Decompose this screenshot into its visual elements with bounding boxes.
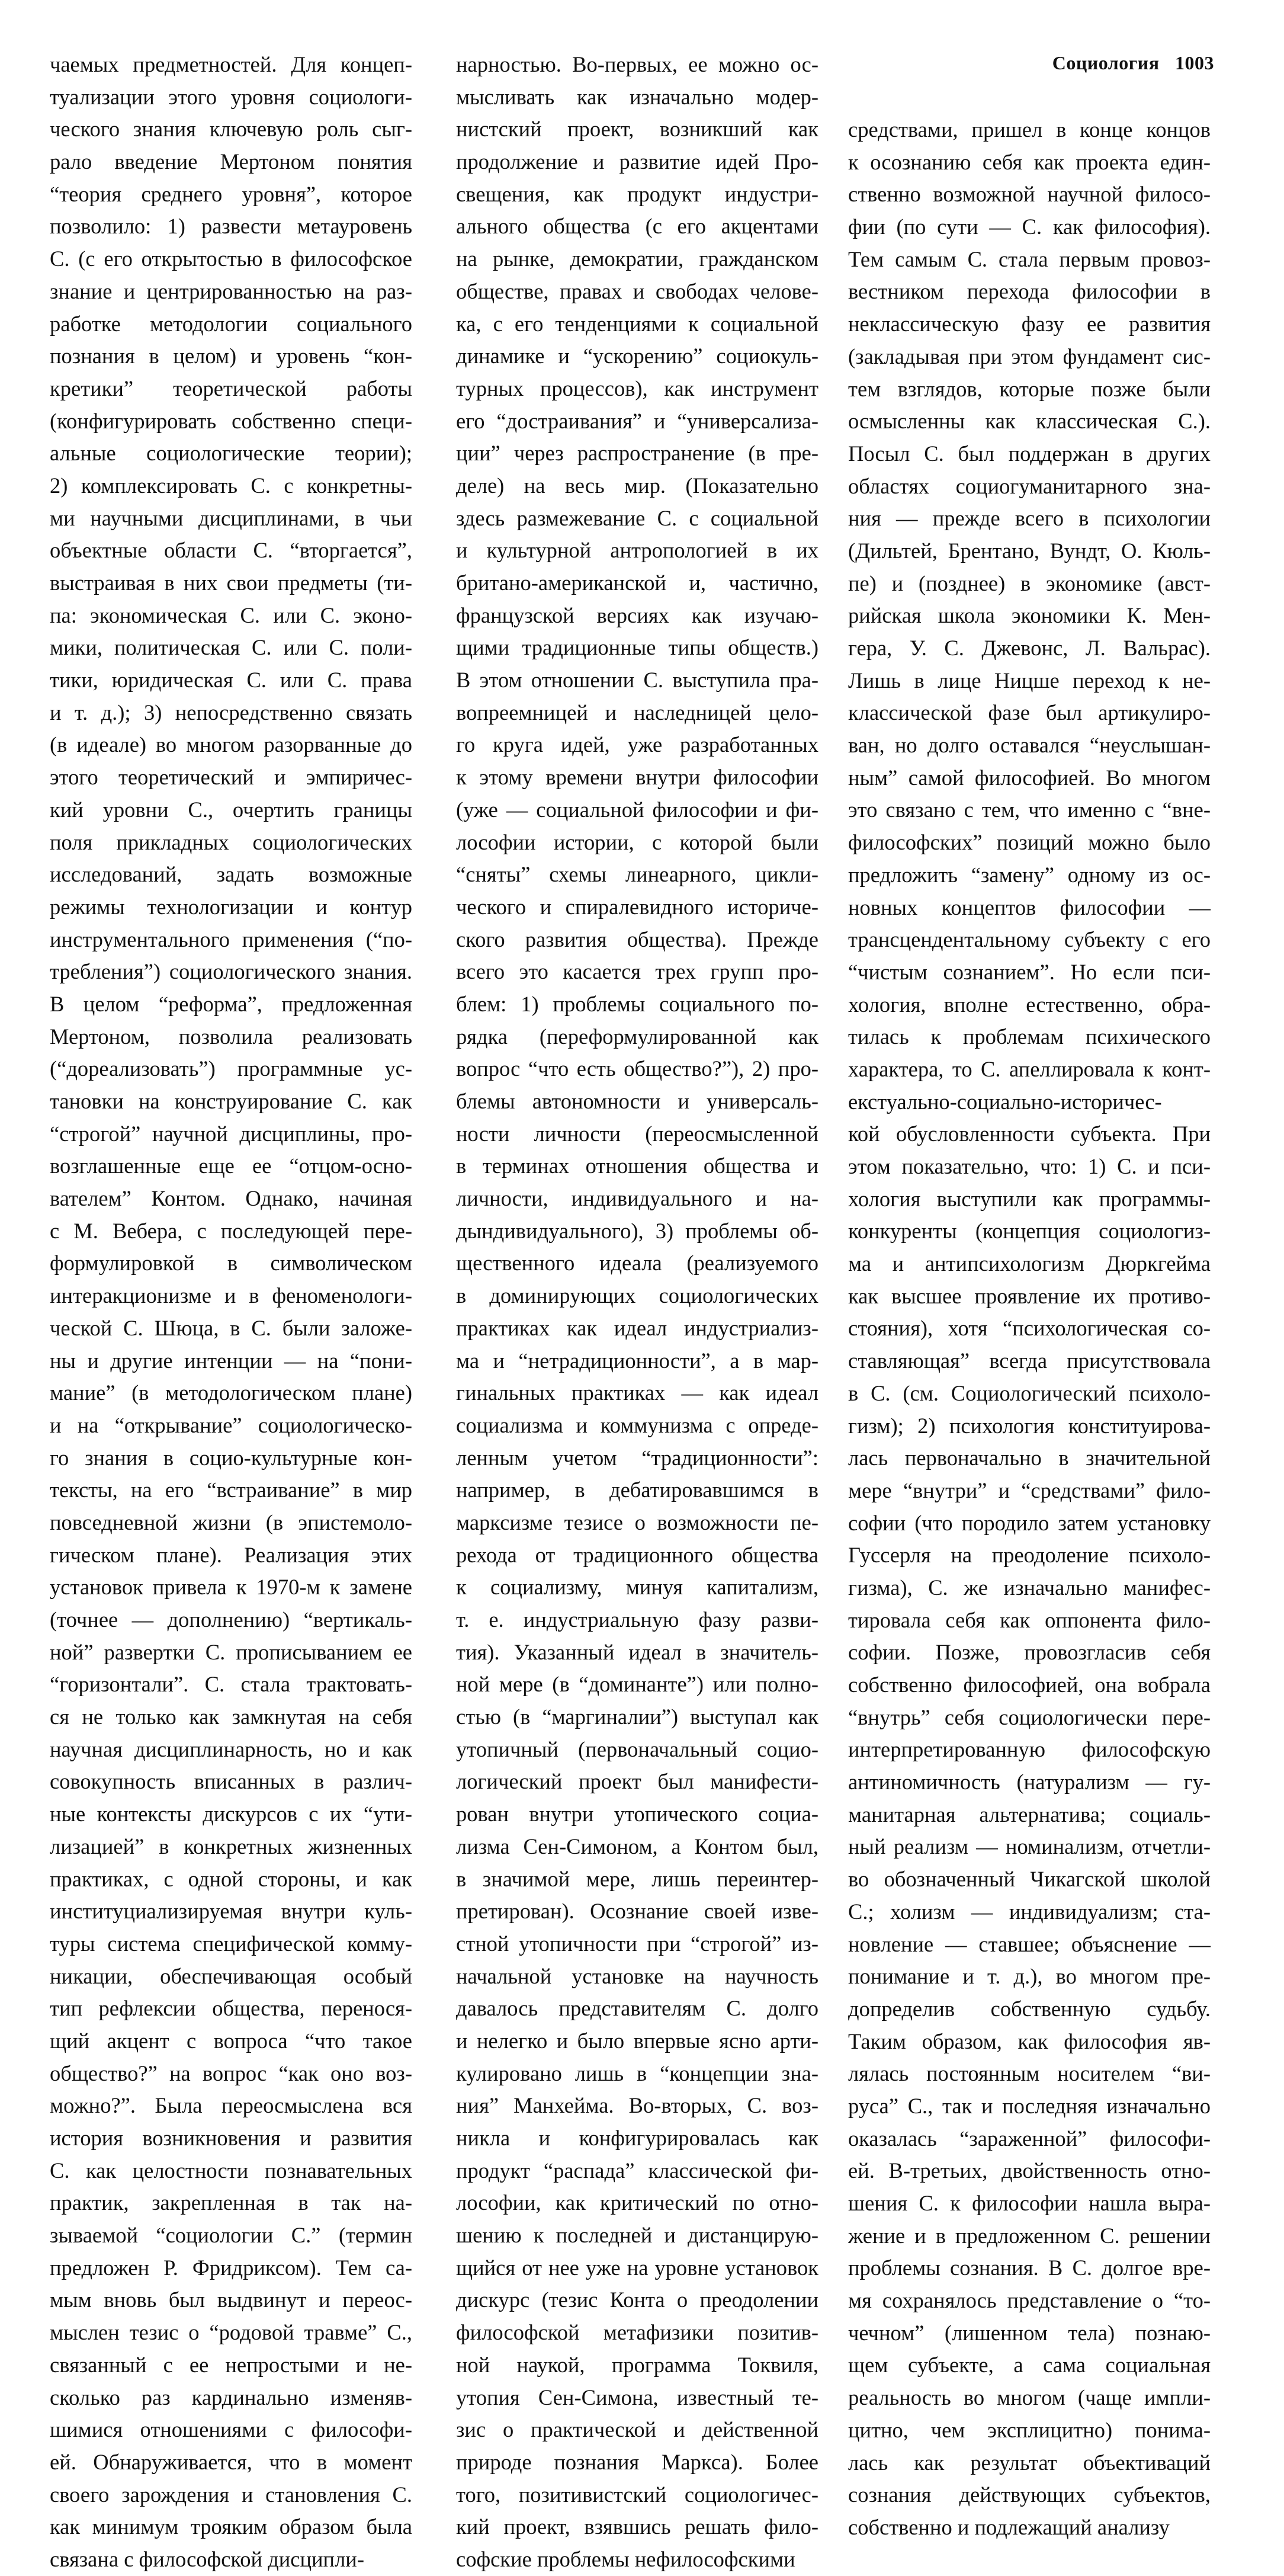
text-line: поля прикладных социологических [50,829,412,854]
text-line: т. е. индустриальную фазу разви- [456,1607,818,1632]
text-line: мики, политическая С. или С. поли- [50,635,412,660]
text-line: зываемой “социологии С.” (термин [50,2223,412,2248]
text-line: возглашенные еще ее “отцом-осно- [50,1154,412,1178]
text-line: гическом плане). Реализация этих [50,1542,412,1567]
text-line: познания в целом) и уровень “кон- [50,344,412,369]
text-line: Таким образом, как философия яв- [848,2029,1211,2053]
text-line: своего зарождения и становления С. [50,2482,412,2507]
text-line: “внутрь” себя социологически пере- [848,1704,1211,1729]
text-line: щем субъекте, а сама социальная [848,2353,1211,2378]
text-line: нистский проект, возникший как [456,117,818,142]
text-line: вопрос “что есть общество?”), 2) про- [456,1056,818,1081]
text-line: рийская школа экономики К. Мен- [848,603,1211,628]
text-line: мя сохранялось представление о “то- [848,2288,1211,2313]
text-line: “горизонтали”. С. стала трактовать- [50,1672,412,1697]
text-line: (Дильтей, Брентано, Вундт, О. Кюль- [848,538,1211,563]
text-line: ный реализм — номинализм, отчетли- [848,1834,1211,1859]
text-line: хология, вполне естественно, обра- [848,992,1211,1017]
text-line: (уже — социальной философии и фи- [456,797,818,822]
text-line: режимы технологизации и контур [50,894,412,919]
text-line: альные социологические теории); [50,441,412,466]
text-line: повседневной жизни (в эпистемоло- [50,1510,412,1534]
text-line: к осознанию себя как проекта един- [848,149,1211,174]
text-line: С. как целостности познавательных [50,2158,412,2183]
text-line: объектные области С. “вторгается”, [50,538,412,563]
text-line: лософии, как критический по отно- [456,2190,818,2215]
text-line: туры система специфической комму- [50,1931,412,1956]
text-line: британо-американской и, частично, [456,571,818,595]
page-number: 1003 [1175,52,1214,73]
text-line: средствами, пришел в конце концов [848,117,1211,142]
text-line: всего это касается трех групп про- [456,959,818,984]
text-line: институциализируемая внутри куль- [50,1899,412,1924]
text-line: тип рефлексии общества, перенося- [50,1996,412,2021]
text-line: требления”) социологического знания. [50,959,412,984]
text-line: зис о практической и действенной [456,2417,818,2442]
text-line: мание” (в методологическом плане) [50,1380,412,1405]
text-line: исследований, задать возможные [50,862,412,887]
text-line: новление — ставшее; объяснение — [848,1931,1211,1956]
text-line: гизма), С. же изначально манифес- [848,1575,1211,1600]
text-line: кий проект, взявшись решать фило- [456,2514,818,2539]
text-line: лялась постоянным носителем “ви- [848,2061,1211,2086]
text-line: кой обусловленности субъекта. При [848,1122,1211,1146]
text-line: характера, то С. апеллировала к конт- [848,1056,1211,1081]
text-line: (закладывая при этом фундамент сис- [848,344,1211,369]
text-line: щими традиционные типы обществ.) [456,635,818,660]
text-line: ния” Манхейма. Во-вторых, С. воз- [456,2093,818,2118]
text-line: ленным учетом “традиционности”: [456,1445,818,1470]
text-line: знание и центрированностью на раз- [50,278,412,303]
text-line: в доминирующих социологических [456,1283,818,1308]
text-line: социализма и коммунизма с опреде- [456,1412,818,1437]
text-line: антиномичность (натурализм — гу- [848,1770,1211,1795]
text-line: сколько раз кардинально изменяв- [50,2385,412,2410]
text-line: совокупность вписанных в различ- [50,1769,412,1794]
text-line: С.; холизм — индивидуализм; ста- [848,1899,1211,1924]
text-line: никации, обеспечивающая особый [50,1963,412,1988]
text-line: ма и антипсихологизм Дюркгейма [848,1251,1211,1276]
text-line: инструментального применения (“по- [50,927,412,951]
text-line: собственно философией, она вобрала [848,1673,1211,1697]
text-line: ной наукой, программа Токвиля, [456,2352,818,2377]
text-line: шению к последней и дистанцирую- [456,2223,818,2248]
text-line: областях социогуманитарного зна- [848,473,1211,498]
text-line: туализации этого уровня социологи- [50,84,412,109]
text-line: неклассическую фазу ее развития [848,312,1211,337]
text-line: гинальных практиках — как идеал [456,1380,818,1405]
text-line: “теория среднего уровня”, которое [50,181,412,206]
text-line: ны и другие интенции — на “пони- [50,1348,412,1373]
text-line: к этому времени внутри философии [456,765,818,790]
text-line: классической фазе был артикулиро- [848,700,1211,725]
text-line: софии (что породило затем установку [848,1510,1211,1535]
text-line: и нелегко и было впервые ясно арти- [456,2028,818,2053]
text-line: на рынке, демократии, гражданском [456,246,818,271]
text-line: формулировкой в символическом [50,1251,412,1276]
text-line: хология выступили как программы- [848,1186,1211,1211]
text-line: предложен Р. Фридриксом). Тем са- [50,2255,412,2280]
text-line: (в идеале) во многом разорванные до [50,732,412,757]
text-line: давалось представителям С. долго [456,1996,818,2021]
text-line: история возникновения и развития [50,2126,412,2150]
text-line: лась как результат объективаций [848,2450,1211,2475]
text-line: например, в дебатировавшимся в [456,1478,818,1502]
text-line: щий акцент с вопроса “что такое [50,2028,412,2053]
text-line: практик, закрепленная в так на- [50,2190,412,2215]
text-line: шимися отношениями с философи- [50,2417,412,2442]
text-line: научная дисциплинарность, но и как [50,1736,412,1761]
text-line: рехода от традиционного общества [456,1542,818,1567]
text-line: “строгой” научной дисциплины, про- [50,1121,412,1146]
text-line: рало введение Мертоном понятия [50,149,412,174]
text-column-1 [50,49,412,2576]
text-line: стью (в “маргиналии”) выступал как [456,1704,818,1729]
text-line: трансцендентальному субъекту с его [848,927,1211,952]
text-line: личности, индивидуального и на- [456,1186,818,1211]
text-line: мыслен тезис о “родовой травме” С., [50,2320,412,2345]
text-line: практиках, с одной стороны, и как [50,1866,412,1891]
text-line: свещения, как продукт индустри- [456,181,818,206]
text-line: блемы автономности и универсаль- [456,1089,818,1113]
text-line: динамике и “ускорению” социокуль- [456,344,818,369]
text-line: к социализму, минуя капитализм, [456,1575,818,1600]
text-line: в значимой мере, лишь переинтер- [456,1866,818,1891]
text-line: в С. (см. Социологический психоло- [848,1380,1211,1405]
text-line: претирован). Осознание своей изве- [456,1899,818,1924]
text-line: его “достраивания” и “универсализа- [456,408,818,433]
text-line: щийся от нее уже на уровне установок [456,2255,818,2280]
text-line: логический проект был манифести- [456,1769,818,1794]
text-line: екстуально-социально-историчес- [848,1089,1162,1114]
text-line: кретики” теоретической работы [50,376,412,401]
text-line: в терминах отношения общества и [456,1154,818,1178]
text-line: шения С. к философии нашла выра- [848,2191,1211,2215]
text-line: софии. Позже, провозгласив себя [848,1640,1211,1665]
text-line: ставляющая” всегда присутствовала [848,1348,1211,1373]
text-line: продолжение и развитие идей Про- [456,149,818,174]
text-line: па: экономическая С. или С. эконо- [50,603,412,627]
text-line: стной утопичности при “строгой” из- [456,1931,818,1956]
text-line: вателем” Контом. Однако, начиная [50,1186,412,1211]
text-line: Гуссерля на преодоление психоло- [848,1543,1211,1568]
text-line: фии (по сути — С. как философия). [848,214,1211,239]
text-line: “чистым сознанием”. Но если пси- [848,959,1211,984]
text-line: лась первоначально в значительной [848,1446,1211,1470]
text-line: вестником перехода философии в [848,279,1211,304]
text-line: жение и в предложенном С. решении [848,2223,1211,2248]
text-line: софские проблемы нефилософскими [456,2546,795,2571]
text-line: ся не только как замкнутая на себя [50,1704,412,1729]
text-line: и на “открывание” социологическо- [50,1412,412,1437]
text-line: тем взглядов, которые позже были [848,376,1211,401]
text-line: тия). Указанный идеал в значитель- [456,1639,818,1664]
text-line: природе познания Маркса). Более [456,2449,818,2474]
text-line: сознания действующих субъектов, [848,2482,1211,2507]
text-line: ского развития общества). Прежде [456,927,818,951]
text-line: общество?” на вопрос “как оно воз- [50,2061,412,2085]
text-line: мере “внутри” и “средствами” фило- [848,1478,1211,1502]
text-line: (“дореализовать”) программные ус- [50,1056,412,1081]
text-line: щественного идеала (реализуемого [456,1251,818,1276]
text-line: 2) комплексировать С. с конкретны- [50,473,412,498]
text-line: ческого знания ключевую роль сыг- [50,117,412,142]
text-line: во обозначенный Чикагской школой [848,1867,1211,1892]
text-line: ным” самой философией. Во многом [848,765,1211,790]
text-line: продукт “распада” классической фи- [456,2158,818,2183]
text-line: тики, юридическая С. или С. права [50,668,412,693]
text-line: го круга идей, уже разработанных [456,732,818,757]
text-line: здесь размежевание С. с социальной [456,505,818,530]
text-line: конкуренты (концепция социологиз- [848,1219,1211,1244]
text-line: рядка (переформулированной как [456,1024,818,1049]
text-line: предложить “замену” одному из ос- [848,862,1211,887]
text-line: как минимум трояким образом была [50,2514,412,2539]
text-line: С. (с его открытостью в философское [50,246,412,271]
text-line: интерпретированную философскую [848,1737,1211,1762]
text-line: гера, У. С. Джевонс, Л. Вальрас). [848,636,1211,660]
text-line: французской версиях как изучаю- [456,603,818,627]
text-line: дискурс (тезис Конта о преодолении [456,2287,818,2312]
text-line: кулировано лишь в “концепции зна- [456,2061,818,2085]
text-line: допределив собственную судьбу. [848,1996,1211,2021]
text-line: утопичный (первоначальный социо- [456,1736,818,1761]
text-line: Мертоном, позволила реализовать [50,1024,412,1049]
text-line: руса” С., так и последняя изначально [848,2093,1211,2118]
text-line: лизацией” в конкретных жизненных [50,1834,412,1859]
text-line: выстраивая в них свои предметы (ти- [50,571,412,595]
text-line: чаемых предметностей. Для концеп- [50,52,412,76]
text-line: мым вновь был выдвинут и переос- [50,2287,412,2312]
text-line: тановки на конструирование С. как [50,1089,412,1113]
text-line: обществе, правах и свободах челове- [456,278,818,303]
text-line: нарностью. Во-первых, ее можно ос- [456,52,818,76]
text-line: гизм); 2) психология конституирова- [848,1413,1211,1438]
text-line: Тем самым С. стала первым провоз- [848,246,1211,271]
text-line: ции” через распространение (в пре- [456,441,818,466]
text-line: го знания в социо-культурные кон- [50,1445,412,1470]
text-line: “сняты” схемы линеарного, цикли- [456,862,818,887]
text-line: вопреемницей и наследницей цело- [456,700,818,725]
text-line: новных концептов философии — [848,895,1211,919]
text-line: ей. В-третьих, двойственность отно- [848,2158,1211,2183]
text-line: турных процессов), как инструмент [456,376,818,401]
text-line: это связано с тем, что именно с “вне- [848,797,1211,822]
text-line: установок привела к 1970-м к замене [50,1575,412,1600]
text-line: понимание и т. д.), во многом пре- [848,1964,1211,1989]
text-line: (точнее — дополнению) “вертикаль- [50,1607,412,1632]
text-line: реальность во многом (чаще импли- [848,2385,1211,2410]
text-line: марксизме тезисе о возможности пе- [456,1510,818,1534]
text-line: лософии истории, с которой были [456,829,818,854]
text-line: тилась к проблемам психического [848,1024,1211,1049]
text-line: ной” развертки С. прописыванием ее [50,1639,412,1664]
text-line: утопия Сен-Симона, известный те- [456,2385,818,2410]
text-line: начальной установке на научность [456,1963,818,1988]
header-title: Социология [1052,52,1160,73]
text-line: ной мере (в “доминанте”) или полно- [456,1672,818,1697]
text-line: В этом отношении С. выступила пра- [456,668,818,693]
text-line: рован внутри утопического социа- [456,1802,818,1827]
text-line: связана с философской дисципли- [50,2546,364,2571]
text-line: ван, но долго оставался “неуслышан- [848,733,1211,758]
text-line: оказалась “зараженной” философи- [848,2126,1211,2151]
text-line: можно?”. Была переосмыслена вся [50,2093,412,2118]
text-line: тировала себя как оппонента фило- [848,1607,1211,1632]
text-line: В целом “реформа”, предложенная [50,991,412,1016]
text-line: ния — прежде всего в психологии [848,506,1211,531]
text-line: Лишь в лице Ницше переход к не- [848,668,1211,693]
text-line: практиках как идеал индустриализ- [456,1315,818,1340]
text-line: ма и “нетрадиционности”, а в мар- [456,1348,818,1373]
text-line: ми научными дисциплинами, в чьи [50,505,412,530]
text-column-3 [848,114,1211,2544]
text-line: цитно, чем эксплицитно) понима- [848,2417,1211,2442]
text-line: позволило: 1) развести метауровень [50,214,412,239]
text-line: Посыл С. был поддержан в других [848,441,1211,466]
text-line: чечном” (лишенном тела) познаю- [848,2320,1211,2345]
text-line: никла и конфигурировалась как [456,2126,818,2150]
text-line: пе) и (позднее) в экономике (авст- [848,571,1211,595]
text-line: дындивидуального), 3) проблемы об- [456,1218,818,1243]
text-line: как высшее проявление их противо- [848,1283,1211,1308]
text-line: стояния), хотя “психологическая со- [848,1316,1211,1341]
text-line: работке методологии социального [50,311,412,336]
text-line: осмысленны как классическая С.). [848,409,1211,434]
text-line: и т. д.); 3) непосредственно связать [50,700,412,725]
text-column-2 [456,49,818,2576]
text-line: ности личности (переосмысленной [456,1121,818,1146]
text-line: философских” позиций можно было [848,830,1211,855]
text-line: связанный с ее непростыми и не- [50,2352,412,2377]
text-line: проблемы сознания. В С. долгое вре- [848,2255,1211,2280]
text-line: лизма Сен-Симоном, а Контом был, [456,1834,818,1859]
text-line: (конфигурировать собственно специ- [50,408,412,433]
text-line: ей. Обнаруживается, что в момент [50,2449,412,2474]
text-line: этом показательно, что: 1) С. и пси- [848,1154,1211,1178]
text-line: кий уровни С., очертить границы [50,797,412,822]
text-line: тексты, на его “встраивание” в мир [50,1478,412,1502]
text-line: ального общества (с его акцентами [456,214,818,239]
text-line: и культурной антропологией в их [456,538,818,563]
text-line: ные контексты дискурсов с их “ути- [50,1802,412,1827]
text-line: ка, с его тенденциями к социальной [456,311,818,336]
text-line: этого теоретический и эмпиричес- [50,765,412,790]
text-line: ческого и спиралевидного историче- [456,894,818,919]
text-line: собственно и подлежащий анализу [848,2514,1170,2539]
text-line: ческой С. Шюца, в С. были заложе- [50,1315,412,1340]
running-header [1052,52,1214,74]
text-line: деле) на весь мир. (Показательно [456,473,818,498]
text-line: интеракционизме и в феноменологи- [50,1283,412,1308]
text-line: мысливать как изначально модер- [456,84,818,109]
text-line: блем: 1) проблемы социального по- [456,991,818,1016]
text-line: того, позитивистский социологичес- [456,2482,818,2507]
text-line: с М. Вебера, с последующей пере- [50,1218,412,1243]
text-line: манитарная альтернатива; социаль- [848,1802,1211,1827]
text-line: ственно возможной научной филосо- [848,182,1211,207]
text-line: философской метафизики позитив- [456,2320,818,2345]
